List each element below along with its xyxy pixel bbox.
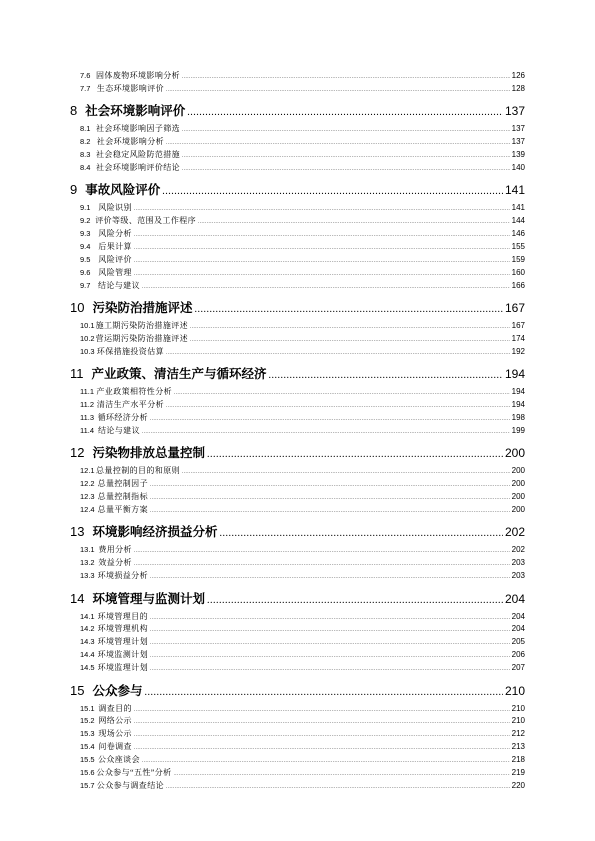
- toc-entry-page-number: 200: [511, 466, 525, 476]
- toc-entry-number: 10.1: [80, 321, 95, 331]
- toc-entry-page-number: 198: [511, 413, 525, 423]
- toc-entry-title: 风险识别: [98, 203, 132, 213]
- dot-leader: [134, 246, 510, 251]
- toc-section-entry[interactable]: [70, 703, 525, 716]
- toc-entry-page-number: 210: [504, 683, 525, 698]
- dot-leader: [134, 233, 510, 238]
- toc-entry-page-number: 199: [511, 425, 525, 435]
- toc-entry-title: 事故风险评价: [85, 182, 161, 198]
- toc-entry-page-number: 159: [511, 254, 525, 264]
- toc-entry-title: 污染防治措施评述: [92, 300, 193, 316]
- toc-section-entry[interactable]: [70, 741, 525, 754]
- dot-leader: [134, 207, 510, 212]
- dot-leader: [150, 628, 510, 633]
- toc-entry-number: 14: [70, 590, 85, 606]
- toc-entry-page-number: 141: [511, 203, 525, 213]
- toc-entry-number: 15.7: [80, 780, 95, 790]
- toc-entry-title: 费用分析: [98, 545, 132, 555]
- toc-entry-title: 产业政策相符性分析: [96, 387, 173, 397]
- dot-leader: [166, 141, 510, 146]
- toc-entry-page-number: 207: [511, 663, 525, 673]
- toc-entry-page-number: 200: [511, 504, 525, 514]
- toc-entry-number: 10.3: [80, 346, 95, 356]
- toc-entry-page-number: 200: [511, 479, 525, 489]
- table-of-contents: [70, 70, 525, 793]
- toc-section-entry[interactable]: [70, 425, 525, 438]
- toc-entry-title: 社会环境影响分析: [96, 137, 164, 147]
- toc-entry-page-number: 137: [511, 124, 525, 134]
- toc-entry-title: 施工期污染防治措施评述: [95, 321, 189, 331]
- toc-section-entry[interactable]: [70, 228, 525, 241]
- toc-section-entry[interactable]: [70, 611, 525, 624]
- toc-entry-title: 产业政策、清洁生产与循环经济: [91, 366, 267, 382]
- toc-entry-page-number: 200: [504, 446, 525, 461]
- toc-entry-page-number: 203: [511, 558, 525, 568]
- dot-leader: [150, 417, 510, 422]
- toc-section-entry[interactable]: [70, 767, 525, 780]
- toc-entry-number: 12.2: [80, 479, 95, 489]
- toc-entry-page-number: 202: [504, 525, 525, 540]
- toc-chapter-entry[interactable]: [70, 101, 525, 120]
- toc-entry-title: 营运期污染防治措施评述: [95, 333, 189, 343]
- toc-entry-page-number: 202: [511, 545, 525, 555]
- dot-leader: [134, 708, 510, 713]
- toc-entry-number: 11.1: [80, 387, 95, 397]
- toc-entry-title: 社会环境影响因子筛选: [96, 124, 181, 134]
- toc-entry-page-number: 194: [511, 387, 525, 397]
- toc-entry-title: 风险评价: [98, 254, 132, 264]
- toc-entry-number: 11: [70, 366, 84, 382]
- toc-entry-number: 13: [70, 524, 85, 540]
- toc-entry-page-number: 210: [511, 703, 525, 713]
- dot-leader: [134, 259, 510, 264]
- toc-chapter-entry[interactable]: [70, 364, 525, 383]
- toc-entry-number: 8.1: [80, 124, 91, 134]
- toc-section-entry[interactable]: [70, 386, 525, 399]
- toc-entry-page-number: 200: [511, 492, 525, 502]
- dot-leader: [207, 450, 503, 460]
- toc-entry-number: 12.3: [80, 492, 95, 502]
- toc-entry-page-number: 141: [504, 183, 525, 198]
- dot-leader: [190, 325, 510, 330]
- toc-entry-page-number: 160: [511, 267, 525, 277]
- toc-entry-number: 9.6: [80, 267, 91, 277]
- toc-entry-number: 8: [70, 103, 78, 119]
- toc-entry-page-number: 139: [511, 150, 525, 160]
- toc-entry-page-number: 204: [511, 611, 525, 621]
- toc-entry-number: 12.1: [80, 466, 95, 476]
- toc-entry-number: 15.1: [80, 703, 95, 713]
- toc-section-entry[interactable]: [70, 215, 525, 228]
- toc-entry-title: 固体废物环境影响分析: [96, 71, 181, 80]
- toc-entry-number: 14.2: [80, 624, 95, 634]
- toc-entry-title: 社会环境影响评价结论: [96, 162, 181, 172]
- toc-entry-number: 15.3: [80, 729, 95, 739]
- dot-leader: [142, 430, 510, 435]
- toc-entry-number: 12: [70, 445, 85, 461]
- toc-entry-page-number: 146: [511, 229, 525, 239]
- toc-entry-page-number: 192: [511, 346, 525, 356]
- toc-entry-title: 环境监测计划: [97, 650, 148, 660]
- dot-leader: [134, 720, 510, 725]
- toc-entry-title: 风险分析: [98, 229, 132, 239]
- toc-section-entry[interactable]: [70, 728, 525, 741]
- toc-entry-title: 总量控制的目的和原则: [96, 466, 181, 476]
- toc-section-entry[interactable]: [70, 754, 525, 767]
- toc-section-entry[interactable]: [70, 162, 525, 175]
- dot-leader: [174, 772, 510, 777]
- toc-section-entry[interactable]: [70, 399, 525, 412]
- toc-entry-title: 环境监理计划: [97, 663, 148, 673]
- dot-leader: [134, 746, 510, 751]
- dot-leader: [166, 785, 510, 790]
- toc-entry-title: 环境管理机构: [97, 624, 148, 634]
- toc-section-entry[interactable]: [70, 544, 525, 557]
- toc-entry-title: 环境管理目的: [97, 611, 148, 621]
- toc-entry-page-number: 206: [511, 650, 525, 660]
- toc-section-entry[interactable]: [70, 623, 525, 636]
- toc-entry-number: 9.1: [80, 203, 91, 213]
- toc-entry-number: 13.2: [80, 558, 95, 568]
- dot-leader: [150, 496, 510, 501]
- toc-entry-page-number: 194: [511, 400, 525, 410]
- toc-entry-page-number: 204: [511, 624, 525, 634]
- toc-entry-page-number: 137: [504, 104, 525, 119]
- dot-leader: [162, 187, 503, 197]
- toc-chapter-entry[interactable]: [70, 589, 525, 608]
- toc-entry-title: 公众参与调查结论: [96, 780, 164, 790]
- toc-entry-title: 结论与建议: [97, 280, 140, 290]
- toc-section-entry[interactable]: [70, 280, 525, 293]
- toc-entry-number: 14.3: [80, 637, 95, 647]
- toc-entry-number: 11.3: [80, 413, 95, 423]
- toc-entry-number: 15.6: [80, 767, 95, 777]
- toc-entry-page-number: 167: [504, 301, 525, 316]
- toc-entry-title: 后果计算: [98, 242, 132, 252]
- toc-entry-page-number: 166: [511, 280, 525, 290]
- toc-entry-title: 总量平衡方案: [97, 504, 148, 514]
- toc-section-entry[interactable]: [70, 149, 525, 162]
- toc-entry-title: 现场公示: [98, 729, 132, 739]
- dot-leader: [150, 641, 510, 646]
- dot-leader: [144, 688, 502, 698]
- toc-entry-number: 9.3: [80, 229, 91, 239]
- toc-entry-number: 9.5: [80, 254, 91, 264]
- toc-section-entry[interactable]: [70, 123, 525, 136]
- dot-leader: [166, 351, 510, 356]
- toc-entry-title: 公众参与“五性”分析: [96, 767, 172, 777]
- toc-section-entry[interactable]: [70, 649, 525, 662]
- toc-entry-number: 15.4: [80, 742, 95, 752]
- toc-entry-title: 环保措施投资估算: [96, 346, 164, 356]
- toc-entry-number: 8.4: [80, 162, 91, 172]
- dot-leader: [150, 616, 510, 621]
- toc-entry-number: 9.7: [80, 280, 91, 290]
- toc-chapter-entry[interactable]: [70, 298, 525, 317]
- dot-leader: [142, 759, 510, 764]
- toc-entry-title: 调查目的: [98, 703, 132, 713]
- toc-entry-page-number: 140: [511, 162, 525, 172]
- toc-entry-page-number: 219: [511, 767, 525, 777]
- dot-leader: [194, 305, 502, 315]
- dot-leader: [134, 562, 510, 567]
- toc-section-entry[interactable]: [70, 412, 525, 425]
- dot-leader: [150, 483, 510, 488]
- toc-entry-title: 风险管理: [98, 267, 132, 277]
- toc-entry-title: 公众参与: [92, 682, 143, 698]
- toc-entry-title: 环境损益分析: [97, 571, 148, 581]
- toc-entry-number: 7.7: [80, 83, 91, 93]
- toc-entry-title: 公众座谈会: [97, 755, 140, 765]
- toc-section-entry[interactable]: [70, 346, 525, 359]
- toc-chapter-entry[interactable]: [70, 681, 525, 700]
- toc-entry-number: 14.4: [80, 650, 95, 660]
- toc-section-entry[interactable]: [70, 241, 525, 254]
- toc-entry-title: 清洁生产水平分析: [96, 400, 164, 410]
- toc-section-entry[interactable]: [70, 320, 525, 333]
- toc-entry-number: 10.2: [80, 333, 95, 343]
- toc-entry-number: 10: [70, 300, 85, 316]
- toc-entry-page-number: 203: [511, 571, 525, 581]
- dot-leader: [219, 529, 502, 539]
- dot-leader: [190, 338, 510, 343]
- toc-section-entry[interactable]: [70, 465, 525, 478]
- toc-section-entry[interactable]: [70, 83, 525, 96]
- toc-entry-page-number: 210: [511, 716, 525, 726]
- dot-leader: [269, 371, 503, 381]
- toc-section-entry[interactable]: [70, 636, 525, 649]
- dot-leader: [182, 75, 510, 80]
- dot-leader: [150, 667, 510, 672]
- toc-entry-title: 生态环境影响评价: [96, 83, 164, 93]
- toc-entry-number: 8.2: [80, 137, 91, 147]
- dot-leader: [150, 654, 510, 659]
- toc-entry-number: 13.1: [80, 545, 95, 555]
- dot-leader: [182, 154, 510, 159]
- toc-chapter-entry[interactable]: [70, 522, 525, 541]
- toc-section-entry[interactable]: [70, 780, 525, 793]
- toc-entry-number: 11.2: [80, 400, 95, 410]
- toc-entry-number: 15: [70, 682, 85, 698]
- toc-entry-page-number: 204: [504, 591, 525, 606]
- toc-entry-page-number: 218: [511, 755, 525, 765]
- dot-leader: [134, 733, 510, 738]
- toc-entry-title: 结论与建议: [97, 425, 140, 435]
- dot-leader: [150, 575, 510, 580]
- toc-entry-page-number: 128: [511, 83, 525, 93]
- toc-entry-page-number: 212: [511, 729, 525, 739]
- toc-entry-number: 15.5: [80, 755, 95, 765]
- toc-entry-page-number: 205: [511, 637, 525, 647]
- toc-entry-number: 7.6: [80, 71, 91, 80]
- toc-entry-title: 环境管理计划: [97, 637, 148, 647]
- dot-leader: [150, 509, 510, 514]
- toc-entry-title: 问卷调查: [98, 742, 132, 752]
- dot-leader: [166, 88, 510, 93]
- toc-entry-title: 效益分析: [98, 558, 132, 568]
- dot-leader: [166, 404, 510, 409]
- toc-section-entry[interactable]: [70, 557, 525, 570]
- toc-entry-number: 9.2: [80, 216, 91, 226]
- toc-section-entry[interactable]: [70, 136, 525, 149]
- toc-section-entry[interactable]: [70, 202, 525, 215]
- toc-entry-number: 14.1: [80, 611, 95, 621]
- toc-entry-title: 网络公示: [98, 716, 132, 726]
- toc-section-entry[interactable]: [70, 504, 525, 517]
- toc-entry-number: 8.3: [80, 150, 91, 160]
- toc-entry-number: 14.5: [80, 663, 95, 673]
- toc-section-entry[interactable]: [70, 70, 525, 83]
- dot-leader: [207, 596, 503, 606]
- toc-chapter-entry[interactable]: [70, 180, 525, 199]
- toc-entry-page-number: 137: [511, 137, 525, 147]
- toc-entry-title: 环境管理与监测计划: [92, 590, 205, 606]
- toc-entry-page-number: 155: [511, 242, 525, 252]
- toc-entry-page-number: 194: [504, 367, 525, 382]
- dot-leader: [174, 391, 510, 396]
- toc-entry-title: 总量控制指标: [97, 492, 148, 502]
- toc-entry-page-number: 126: [511, 71, 525, 80]
- toc-entry-page-number: 174: [511, 333, 525, 343]
- dot-leader: [182, 167, 510, 172]
- toc-entry-page-number: 167: [511, 321, 525, 331]
- toc-entry-number: 9: [70, 182, 78, 198]
- toc-section-entry[interactable]: [70, 267, 525, 280]
- toc-section-entry[interactable]: [70, 715, 525, 728]
- toc-entry-title: 总量控制因子: [97, 479, 148, 489]
- toc-section-entry[interactable]: [70, 254, 525, 267]
- dot-leader: [182, 128, 510, 133]
- dot-leader: [142, 285, 510, 290]
- toc-entry-number: 9.4: [80, 242, 91, 252]
- toc-section-entry[interactable]: [70, 662, 525, 675]
- toc-section-entry[interactable]: [70, 570, 525, 583]
- toc-entry-number: 12.4: [80, 504, 95, 514]
- toc-entry-page-number: 220: [511, 780, 525, 790]
- toc-entry-number: 13.3: [80, 571, 95, 581]
- dot-leader: [187, 108, 503, 118]
- toc-chapter-entry[interactable]: [70, 443, 525, 462]
- toc-section-entry[interactable]: [70, 478, 525, 491]
- toc-entry-title: 环境影响经济损益分析: [92, 524, 218, 540]
- toc-entry-number: 11.4: [80, 425, 95, 435]
- toc-entry-title: 社会环境影响评价: [85, 103, 186, 119]
- toc-entry-title: 社会稳定风险防范措施: [96, 150, 181, 160]
- dot-leader: [182, 470, 510, 475]
- toc-section-entry[interactable]: [70, 333, 525, 346]
- dot-leader: [134, 549, 510, 554]
- toc-section-entry[interactable]: [70, 491, 525, 504]
- dot-leader: [134, 272, 510, 277]
- dot-leader: [198, 220, 510, 225]
- toc-entry-number: 15.2: [80, 716, 95, 726]
- toc-entry-title: 循环经济分析: [97, 413, 148, 423]
- toc-entry-title: 污染物排放总量控制: [92, 445, 205, 461]
- toc-entry-title: 评价等级、范围及工作程序: [95, 216, 197, 226]
- toc-entry-page-number: 213: [511, 742, 525, 752]
- toc-entry-page-number: 144: [511, 216, 525, 226]
